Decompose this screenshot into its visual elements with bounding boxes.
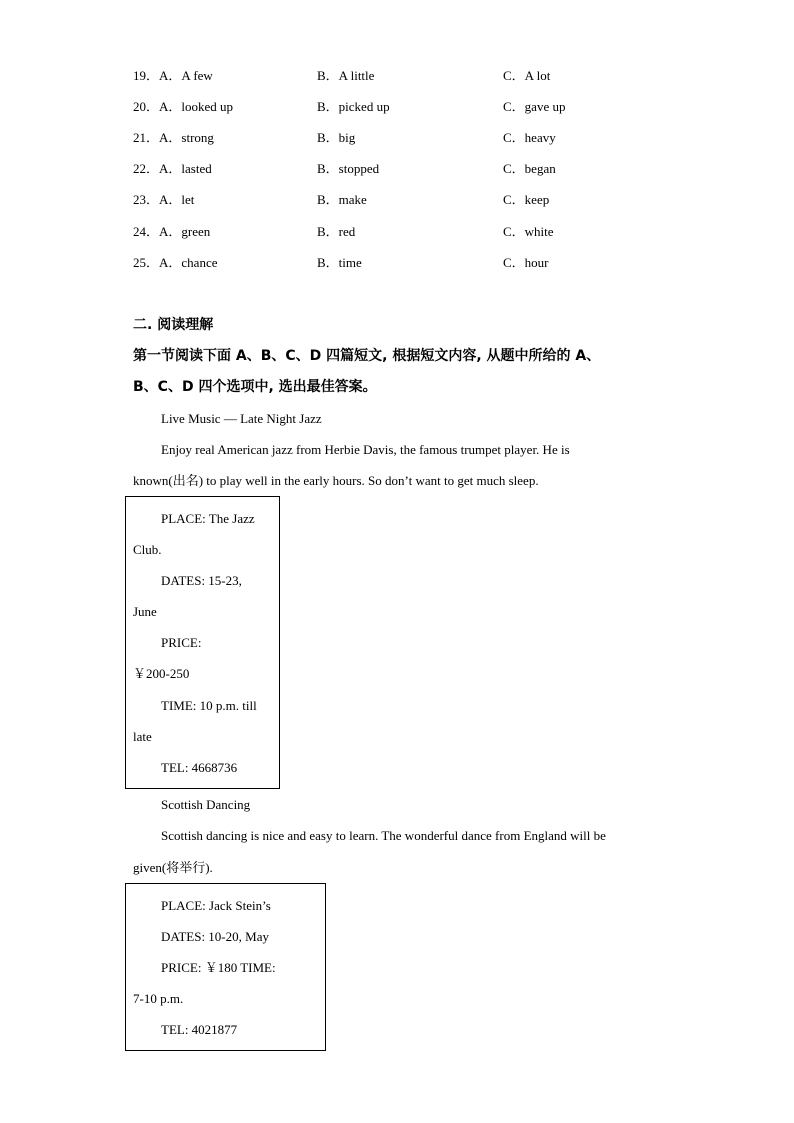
option-c: C．keep [503,192,550,207]
dancing-title: Scottish Dancing [161,797,251,812]
option-b: B．stopped [317,161,380,176]
jazz-time-cont: late [133,729,152,744]
jazz-place-cont: Club. [133,542,162,557]
option-b: B．picked up [317,99,390,114]
option-b: B．big [317,130,356,145]
dancing-text-line2: given(将举行). [133,860,213,875]
option-row-24 [0,222,794,242]
jazz-price: PRICE: [161,635,202,650]
section-title: 二. 阅读理解 [133,317,214,333]
option-row-25 [0,253,794,273]
option-b: B．time [317,255,362,270]
jazz-dates: DATES: 15-23, [161,573,242,588]
option-b: B．A little [317,68,375,83]
option-c: C．began [503,161,556,176]
option-c: C．white [503,224,554,239]
option-row-23 [0,190,794,210]
option-b: B．red [317,224,356,239]
option-row-19 [0,66,794,86]
jazz-title: Live Music — Late Night Jazz [161,411,322,426]
jazz-text-line2: known(出名) to play well in the early hours. So don’t want to get much sleep. [133,473,539,488]
dancing-time-value: 7-10 p.m. [133,991,184,1006]
option-a: 20．A．looked up [133,99,234,114]
option-a: 21．A．strong [133,130,214,145]
jazz-place: PLACE: The Jazz [161,511,255,526]
jazz-time: TIME: 10 p.m. till [161,698,257,713]
option-a: 23．A．let [133,192,195,207]
option-c: C．hour [503,255,549,270]
option-row-22 [0,159,794,179]
dancing-text-line1: Scottish dancing is nice and easy to learn. The wonderful dance from England will be [161,828,606,843]
jazz-info-box [125,496,280,789]
option-a: 24．A．green [133,224,211,239]
dancing-dates: DATES: 10-20, May [161,929,269,944]
dancing-tel: TEL: 4021877 [161,1022,238,1037]
section-instruction-line2: B、C、D 四个选项中, 选出最佳答案。 [133,379,377,395]
option-b: B．make [317,192,367,207]
jazz-dates-cont: June [133,604,157,619]
option-a: 22．A．lasted [133,161,212,176]
dancing-place: PLACE: Jack Stein’s [161,898,271,913]
jazz-price-value: ￥200-250 [133,666,190,681]
option-a: 19．A．A few [133,68,213,83]
option-c: C．A lot [503,68,551,83]
dancing-price-time: PRICE: ￥180 TIME: [161,960,276,975]
section-instruction-line1: 第一节阅读下面 A、B、C、D 四篇短文, 根据短文内容, 从题中所给的 A、 [133,348,601,364]
jazz-tel: TEL: 4668736 [161,760,238,775]
option-c: C．gave up [503,99,566,114]
option-row-21 [0,128,794,148]
option-c: C．heavy [503,130,556,145]
option-a: 25．A．chance [133,255,218,270]
dancing-info-box [125,883,326,1051]
jazz-text-line1: Enjoy real American jazz from Herbie Davis, the famous trumpet player. He is [161,442,570,457]
option-row-20 [0,97,794,117]
